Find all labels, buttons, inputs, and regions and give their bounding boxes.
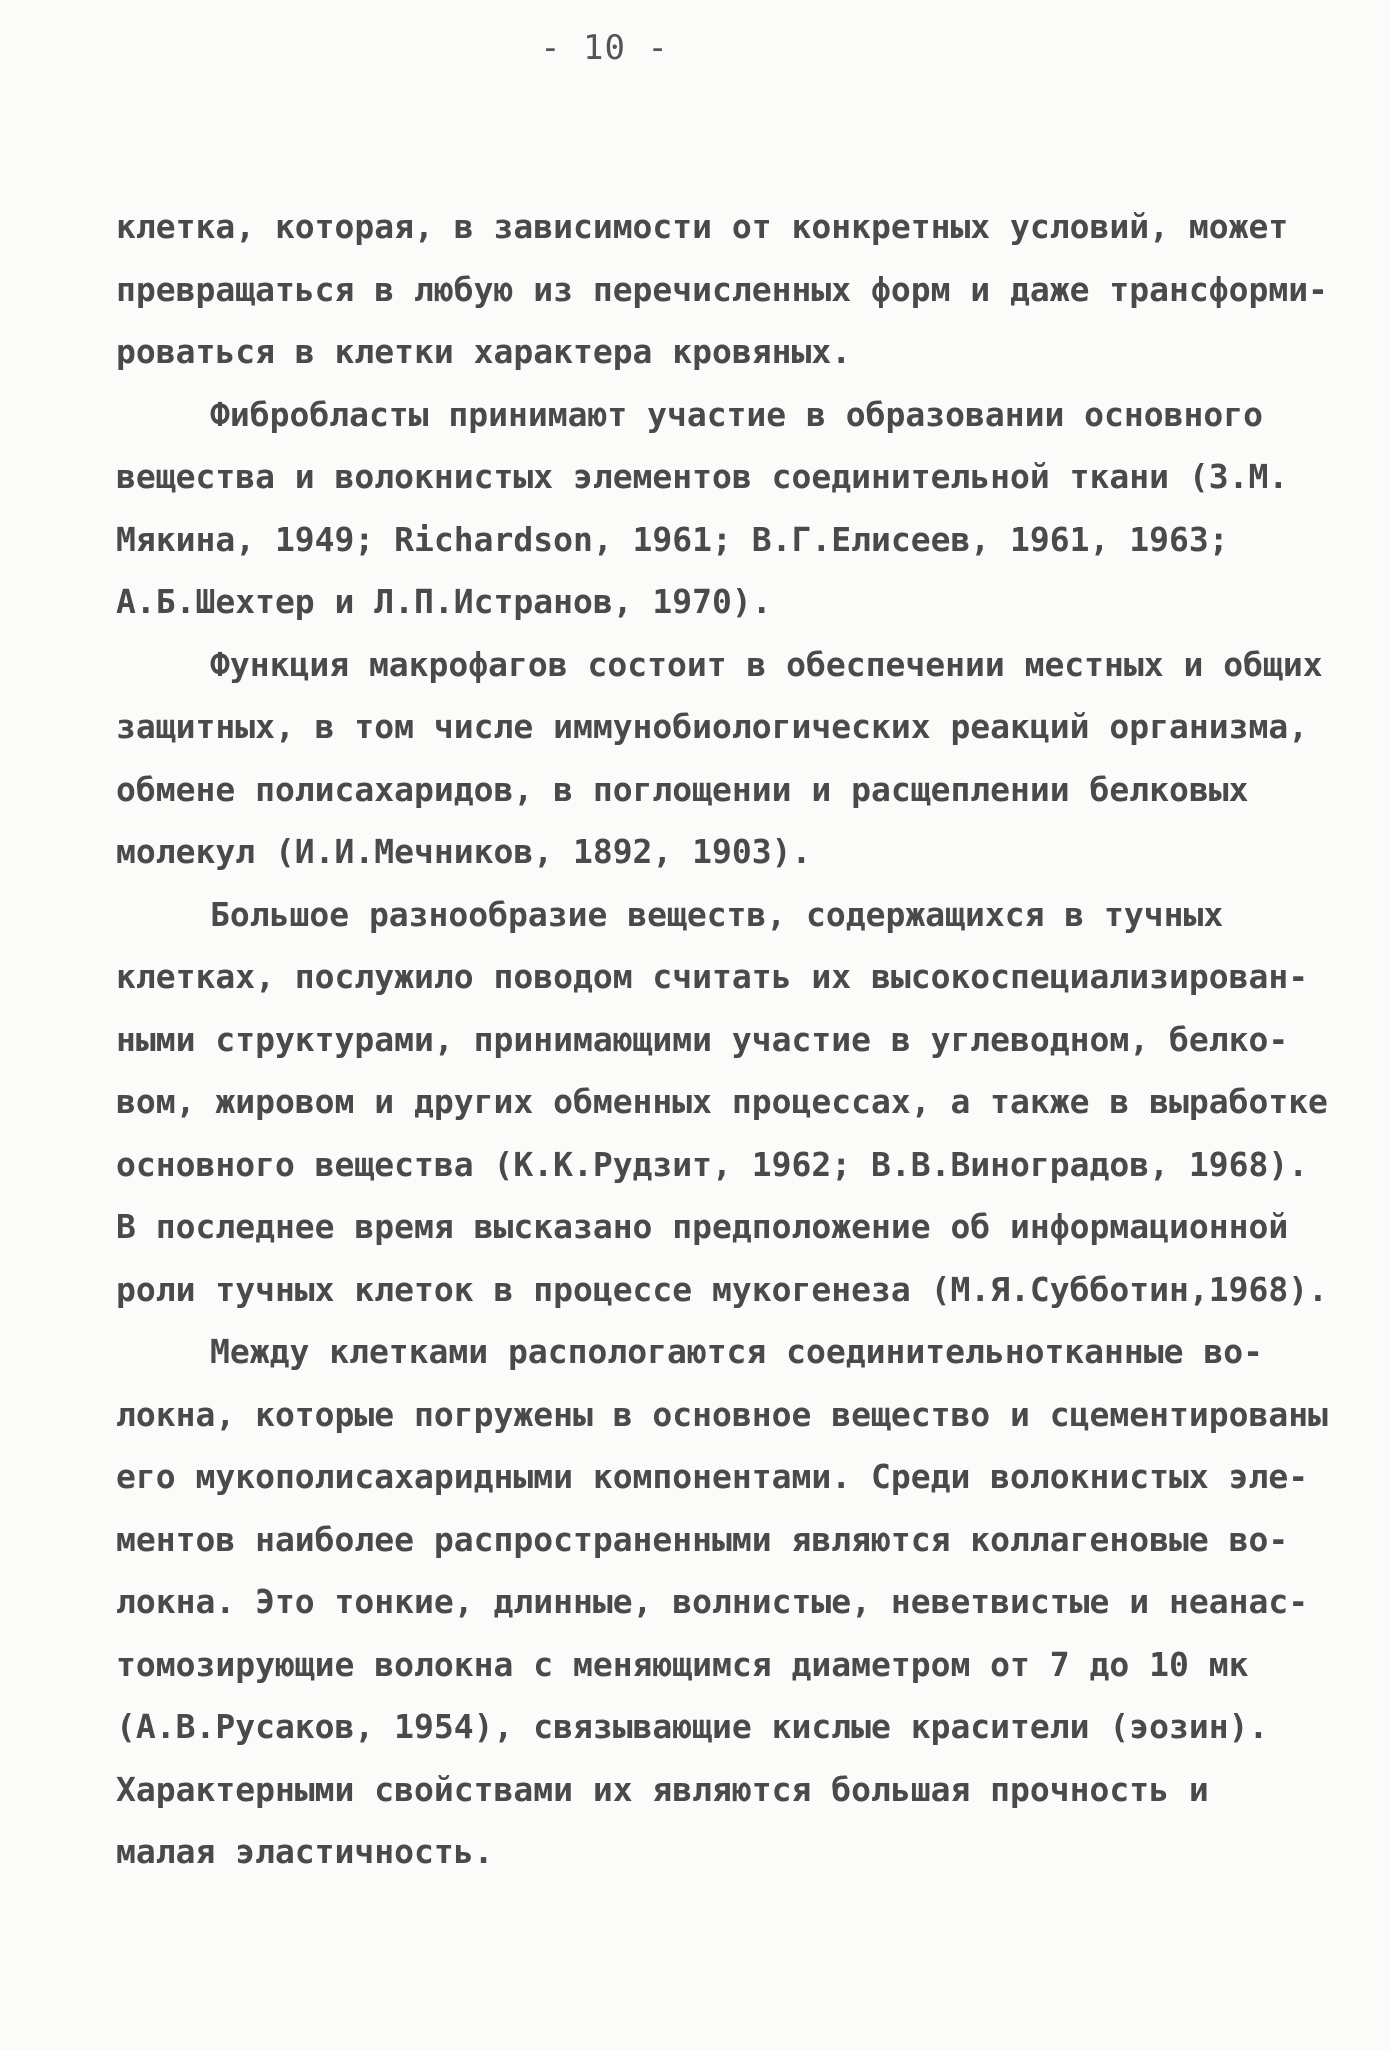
text-line: превращаться в любую из перечисленных форм и даже трансформи- (116, 269, 1328, 309)
text-line: Мякина, 1949; Richardson, 1961; В.Г.Елисеев, 1961, 1963; (116, 519, 1229, 559)
page-number: - 10 - (540, 28, 669, 68)
text-line: основного вещества (К.К.Рудзит, 1962; В.В.Виноградов, 1968). (116, 1144, 1309, 1184)
body-text (116, 196, 1328, 1884)
paragraph-first-line: Функция макрофагов состоит в обеспечении местных и общих (210, 644, 1323, 684)
text-line: молекул (И.И.Мечников, 1892, 1903). (116, 832, 812, 871)
text-line: (А.В.Русаков, 1954), связывающие кислые красители (эозин). (116, 1707, 1269, 1746)
text-line: роваться в клетки характера кровяных. (116, 332, 852, 371)
text-line: ментов наиболее распространенными являются коллагеновые во- (116, 1519, 1289, 1559)
text-line: локна, которые погружены в основное вещество и сцементированы (116, 1394, 1328, 1434)
text-line: локна. Это тонкие, длинные, волнистые, неветвистые и неанас- (116, 1582, 1309, 1621)
text-line: томозирующие волокна с меняющимся диаметром от 7 до 10 мк (116, 1644, 1249, 1684)
text-line: клетках, послужило поводом считать их высокоспециализирован- (116, 957, 1309, 996)
text-line: защитных, в том числе иммунобиологических реакций организма, (116, 707, 1309, 746)
text-line: обмене полисахаридов, в поглощении и расщеплении белковых (116, 769, 1249, 809)
text-line: его мукополисахаридными компонентами. Среди волокнистых эле- (116, 1457, 1309, 1496)
text-line: роли тучных клеток в процессе мукогенеза (М.Я.Субботин,1968). (116, 1269, 1328, 1309)
text-line: Характерными свойствами их являются большая прочность и (116, 1769, 1209, 1809)
paragraph-first-line: Между клетками распологаются соединительнотканные во- (210, 1332, 1263, 1371)
text-line: вом, жировом и других обменных процессах, а также в выработке (116, 1082, 1328, 1121)
text-line: ными структурами, принимающими участие в углеводном, белко- (116, 1019, 1289, 1059)
text-line: В последнее время высказано предположение об информационной (116, 1207, 1289, 1246)
text-line: вещества и волокнистых элементов соединительной ткани (З.М. (116, 457, 1289, 496)
paragraph-first-line: Фибробласты принимают участие в образовании основного (210, 394, 1263, 434)
text-line: малая эластичность. (116, 1832, 494, 1871)
paragraph-first-line: Большое разнообразие веществ, содержащихся в тучных (210, 894, 1224, 934)
text-line: клетка, которая, в зависимости от конкретных условий, может (116, 207, 1289, 246)
text-line: А.Б.Шехтер и Л.П.Истранов, 1970). (116, 582, 772, 621)
